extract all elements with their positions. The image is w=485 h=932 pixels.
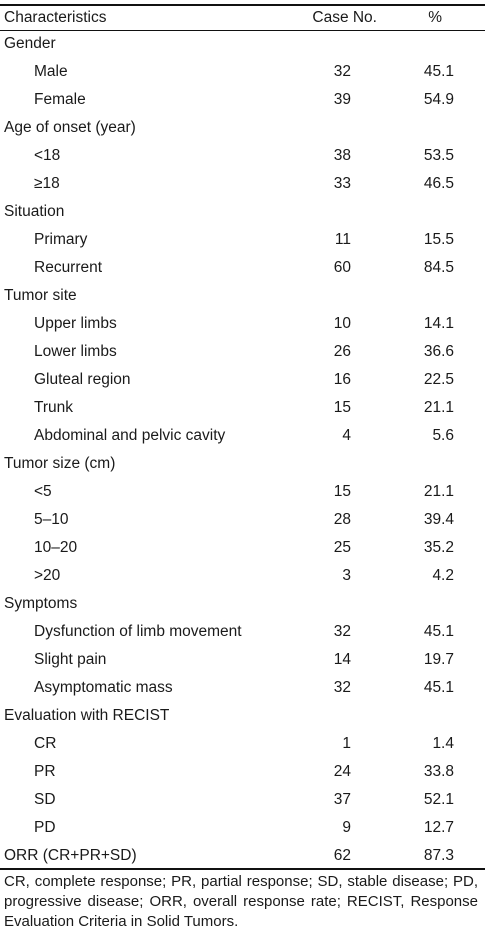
table-row (0, 814, 485, 842)
table-row (0, 170, 485, 198)
row-percent: 21.1 (423, 399, 454, 416)
table-footnote: CR, complete response; PR, partial response; SD, stable disease; PD, progressive disease; ORR, overall response rate; RECIST, Response Evaluation Criteria in Solid Tumors. (4, 873, 478, 930)
row-label: Asymptomatic mass (34, 679, 173, 696)
row-label: >20 (34, 567, 61, 584)
row-label: PR (34, 763, 56, 780)
row-percent: 87.3 (423, 847, 454, 864)
row-label: Tumor site (4, 287, 77, 304)
row-percent: 21.1 (423, 483, 454, 500)
row-case-no: 28 (333, 511, 351, 528)
row-percent: 4.2 (432, 567, 454, 584)
row-label: Primary (34, 231, 88, 248)
row-percent: 36.6 (423, 343, 454, 360)
table-row (0, 58, 485, 86)
row-label: Gender (4, 35, 56, 52)
row-case-no: 9 (342, 819, 351, 836)
row-case-no: 62 (333, 847, 351, 864)
row-label: Slight pain (34, 651, 107, 668)
table-row (0, 534, 485, 562)
row-label: Recurrent (34, 259, 103, 276)
row-label: Lower limbs (34, 343, 117, 360)
row-percent: 39.4 (423, 511, 454, 528)
row-percent: 1.4 (432, 735, 454, 752)
table-row (0, 254, 485, 282)
row-label: ORR (CR+PR+SD) (4, 847, 137, 864)
row-percent: 22.5 (423, 371, 454, 388)
table-row (0, 758, 485, 786)
row-case-no: 3 (342, 567, 351, 584)
table-row (0, 562, 485, 590)
header-case-no: Case No. (312, 9, 377, 26)
table-row (0, 786, 485, 814)
row-case-no: 16 (333, 371, 351, 388)
row-percent: 14.1 (423, 315, 454, 332)
row-case-no: 33 (333, 175, 351, 192)
row-percent: 52.1 (423, 791, 454, 808)
row-label: <18 (34, 147, 61, 164)
row-case-no: 15 (333, 483, 351, 500)
row-label: CR (34, 735, 57, 752)
row-label: Trunk (34, 399, 74, 416)
row-case-no: 26 (333, 343, 351, 360)
row-percent: 5.6 (432, 427, 454, 444)
row-case-no: 32 (333, 63, 351, 80)
row-percent: 33.8 (423, 763, 454, 780)
row-case-no: 1 (342, 735, 351, 752)
row-case-no: 4 (342, 427, 351, 444)
table-row (0, 366, 485, 394)
table-row (0, 618, 485, 646)
table-row (0, 422, 485, 450)
row-case-no: 11 (334, 231, 351, 248)
row-percent: 45.1 (423, 679, 454, 696)
row-label: Situation (4, 203, 65, 220)
table-row (0, 730, 485, 758)
row-percent: 53.5 (423, 147, 454, 164)
row-percent: 84.5 (423, 259, 454, 276)
row-label: ≥18 (34, 175, 60, 192)
row-case-no: 37 (333, 791, 351, 808)
table-row (0, 646, 485, 674)
row-label: SD (34, 791, 56, 808)
row-case-no: 32 (333, 679, 351, 696)
table-row (0, 142, 485, 170)
row-label: Symptoms (4, 595, 78, 612)
row-label: Abdominal and pelvic cavity (34, 427, 226, 444)
table-row (0, 338, 485, 366)
table-group-row (0, 282, 485, 310)
row-percent: 35.2 (423, 539, 454, 556)
row-label: PD (34, 819, 56, 836)
table-row (0, 86, 485, 114)
row-case-no: 38 (333, 147, 351, 164)
row-case-no: 24 (333, 763, 351, 780)
row-percent: 46.5 (423, 175, 454, 192)
table-group-row (0, 842, 485, 870)
row-percent: 54.9 (423, 91, 454, 108)
row-label: Gluteal region (34, 371, 131, 388)
header-percent: % (428, 9, 442, 26)
row-label: Male (34, 63, 68, 80)
row-label: Dysfunction of limb movement (34, 623, 242, 640)
row-case-no: 60 (333, 259, 351, 276)
row-label: Upper limbs (34, 315, 117, 332)
row-label: <5 (34, 483, 52, 500)
table-bottom-rule (0, 868, 485, 870)
row-case-no: 14 (333, 651, 351, 668)
table-group-row (0, 590, 485, 618)
table-row (0, 394, 485, 422)
row-label: Age of onset (year) (4, 119, 136, 136)
table-group-row (0, 198, 485, 226)
table-row (0, 674, 485, 702)
table-header-row (0, 6, 485, 30)
row-case-no: 10 (333, 315, 351, 332)
table-row (0, 226, 485, 254)
row-label: Female (34, 91, 86, 108)
row-case-no: 15 (333, 399, 351, 416)
table-group-row (0, 114, 485, 142)
table-row (0, 310, 485, 338)
row-percent: 45.1 (423, 63, 454, 80)
row-case-no: 32 (333, 623, 351, 640)
row-percent: 45.1 (423, 623, 454, 640)
row-case-no: 25 (333, 539, 351, 556)
row-label: 5–10 (34, 511, 69, 528)
row-percent: 12.7 (423, 819, 454, 836)
table-group-row (0, 30, 485, 58)
row-label: Evaluation with RECIST (4, 707, 170, 724)
table-row (0, 478, 485, 506)
row-label: 10–20 (34, 539, 78, 556)
table-row (0, 506, 485, 534)
header-characteristics: Characteristics (4, 9, 107, 26)
row-case-no: 39 (333, 91, 351, 108)
row-percent: 19.7 (423, 651, 454, 668)
row-percent: 15.5 (423, 231, 454, 248)
row-label: Tumor size (cm) (4, 455, 116, 472)
table-group-row (0, 450, 485, 478)
table-group-row (0, 702, 485, 730)
